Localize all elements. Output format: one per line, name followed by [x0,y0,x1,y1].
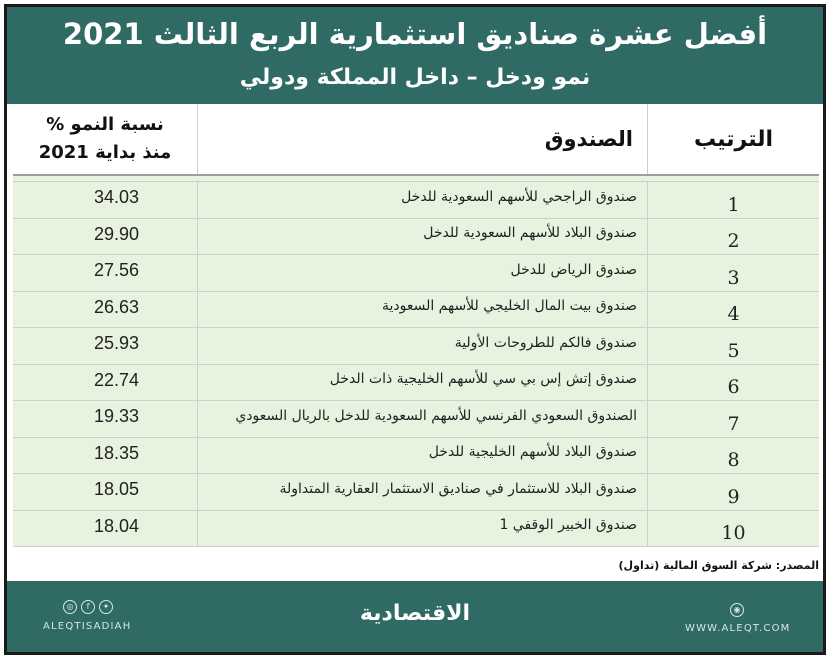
fund-name-cell: صندوق البلاد للأسهم السعودية للدخل [197,219,647,255]
growth-value-cell: 26.63 [93,296,139,317]
table-row [13,438,819,475]
growth-header-line2: منذ بداية 2021 [38,142,172,163]
fund-name-cell: صندوق بيت المال الخليجي للأسهم السعودية [197,292,647,328]
source-note: المصدر: شركة السوق المالية (تداول) [618,558,819,572]
table-row [13,219,819,256]
facebook-icon[interactable]: f [81,600,95,614]
fund-name-cell: صندوق الراجحي للأسهم السعودية للدخل [197,182,647,218]
growth-value-cell: 19.33 [93,406,139,427]
growth-value-cell: 22.74 [93,369,139,390]
fund-name-cell: صندوق فالكم للطروحات الأولية [197,328,647,364]
table-row [13,401,819,438]
growth-value-cell: 18.05 [93,479,139,500]
fund-name-cell: صندوق الرياض للدخل [197,255,647,291]
brand-logo: الاقتصادية [359,601,471,626]
rank-column-header: الترتيب [647,104,819,174]
social-icons [63,600,113,614]
page-title: أفضل عشرة صناديق استثمارية الربع الثالث 2021 [62,17,768,51]
fund-name-cell: صندوق الخبير الوقفي 1 [197,511,647,547]
table-row [13,182,819,219]
fund-name-cell: صندوق إتش إس بي سي للأسهم الخليجية ذات الدخل [197,365,647,401]
rank-cell: 5 [647,328,819,364]
infographic-frame [4,4,826,655]
rank-cell: 8 [647,438,819,474]
social-handle[interactable]: ALEQTISADIAH [43,621,132,632]
table-header-row [13,104,819,176]
rank-cell: 6 [647,365,819,401]
fund-name-cell: صندوق البلاد للاستثمار في صناديق الاستثمار العقارية المتداولة [197,474,647,510]
growth-column-header [13,104,197,174]
instagram-icon[interactable]: ◎ [63,600,77,614]
twitter-icon[interactable]: ✦ [99,600,113,614]
fund-name-cell: صندوق البلاد للأسهم الخليجية للدخل [197,438,647,474]
growth-value-cell: 18.04 [93,515,139,536]
growth-value-cell: 34.03 [93,187,139,208]
table-row [13,511,819,548]
web-icon: ◉ [730,603,744,617]
rank-cell: 3 [647,255,819,291]
fund-name-cell: الصندوق السعودي الفرنسي للأسهم السعودية للدخل بالريال السعودي [197,401,647,437]
growth-header-line1: نسبة النمو % [46,114,164,136]
table-row [13,328,819,365]
rank-cell: 10 [647,511,819,547]
table-row [13,474,819,511]
funds-table [13,104,819,548]
rank-cell: 2 [647,219,819,255]
growth-value-cell: 18.35 [93,442,139,463]
footer-bar [7,581,823,652]
rank-cell: 1 [647,182,819,218]
website-link[interactable]: WWW.ALEQT.COM [685,623,791,634]
growth-value-cell: 29.90 [93,223,139,244]
table-row [13,255,819,292]
page-subtitle: نمو ودخل – داخل المملكة ودولي [239,65,591,90]
rank-cell: 7 [647,401,819,437]
growth-value-cell: 27.56 [93,260,139,281]
table-row [13,292,819,329]
rank-cell: 4 [647,292,819,328]
rank-cell: 9 [647,474,819,510]
table-body [13,182,819,547]
fund-column-header: الصندوق [197,104,647,174]
growth-value-cell: 25.93 [93,333,139,354]
table-row [13,365,819,402]
header-banner [7,7,823,104]
